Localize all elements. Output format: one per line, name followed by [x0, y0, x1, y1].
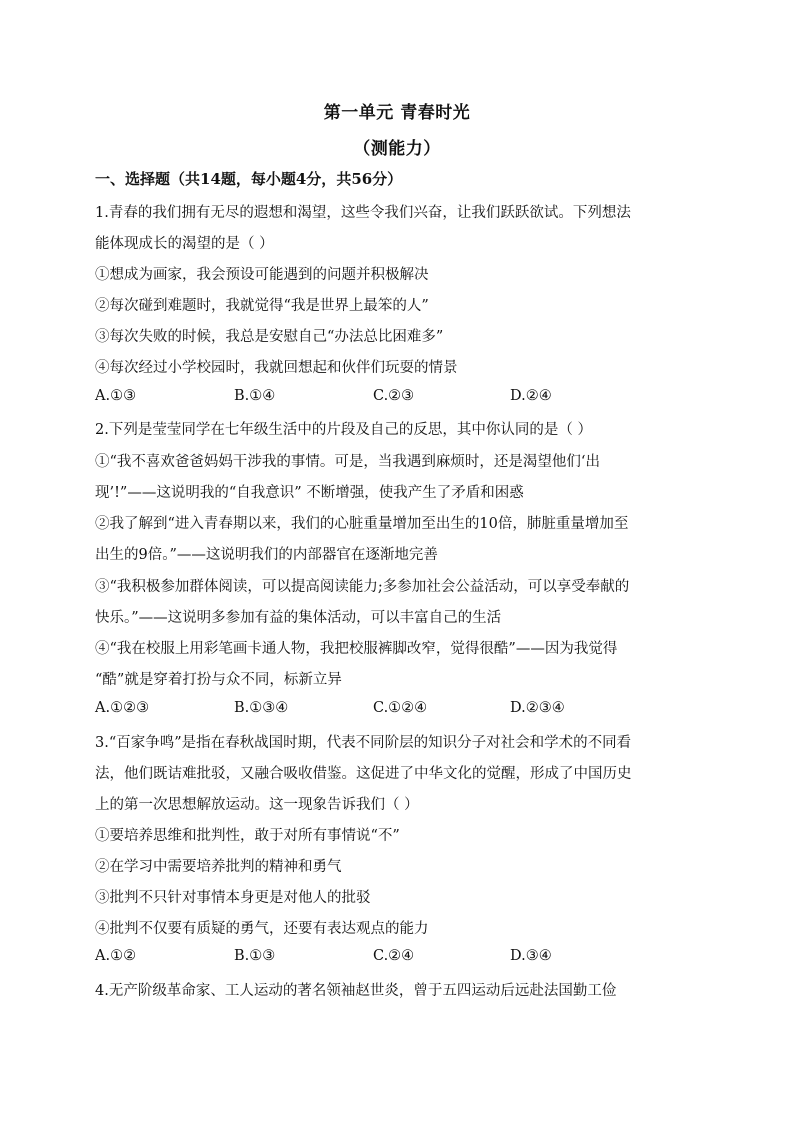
- question-3-choice: ①要培养思维和批判性，敢于对所有事情说“不”: [95, 828, 400, 844]
- question-2-choice: ②我了解到“进入青春期以来，我们的心脏重量增加至出生的10倍，肺脏重量增加至: [95, 516, 629, 532]
- question-2-choice: ①“我不喜欢爸爸妈妈干涉我的事情。可是，当我遇到麻烦时，还是渴望他们‘出: [95, 454, 601, 470]
- option-d: D.②④: [510, 388, 552, 404]
- question-2-choice: ③“我积极参加群体阅读，可以提高阅读能力;多参加社会公益活动，可以享受奉献的: [95, 579, 630, 595]
- question-3-line: 3.“百家争鸣”是指在春秋战国时期，代表不同阶层的知识分子对社会和学术的不同看: [95, 735, 632, 751]
- question-1-choice: ①想成为画家，我会预设可能遇到的问题并积极解决: [95, 267, 429, 283]
- page-title: 第一单元 青春时光: [323, 103, 471, 123]
- option-d: D.②③④: [510, 700, 565, 716]
- question-1-choice: ②每次碰到难题时，我就觉得“我是世界上最笨的人”: [95, 298, 429, 314]
- page-subtitle: （测能力）: [353, 139, 441, 159]
- question-1-line: 能体现成长的渴望的是（ ）: [95, 236, 274, 252]
- option-b: B.①④: [234, 388, 276, 404]
- question-2-choice: 快乐。”——这说明多参加有益的集体活动，可以丰富自己的生活: [95, 610, 502, 626]
- question-3-choice: ②在学习中需要培养批判的精神和勇气: [95, 859, 342, 875]
- question-3-choice: ④批判不仅要有质疑的勇气，还要有表达观点的能力: [95, 921, 429, 937]
- option-b: B.①③④: [234, 700, 289, 716]
- question-2-choice: ④“我在校服上用彩笔画卡通人物，我把校服裤脚改窄，觉得很酷”——因为我觉得: [95, 641, 618, 657]
- question-2-choice: 出生的9倍。”——这说明我们的内部器官在逐渐地完善: [95, 547, 438, 563]
- option-a: A.①③: [95, 388, 137, 404]
- option-d: D.③④: [510, 948, 552, 964]
- question-3-choice: ③批判不只针对事情本身更是对他人的批驳: [95, 890, 371, 906]
- question-2-line: 2.下列是莹莹同学在七年级生活中的片段及自己的反思，其中你认同的是（ ）: [95, 422, 592, 438]
- section-heading: 一、选择题（共14题，每小题4分，共56分）: [95, 170, 403, 188]
- question-3-line: 上的第一次思想解放运动。这一现象告诉我们（ ）: [95, 797, 419, 813]
- option-a: A.①②③: [95, 700, 150, 716]
- option-b: B.①③: [234, 948, 276, 964]
- question-4-line: 4.无产阶级革命家、工人运动的著名领袖赵世炎，曾于五四运动后远赴法国勤工俭: [95, 983, 617, 999]
- question-2-choice: “酷”就是穿着打扮与众不同，标新立异: [95, 672, 342, 688]
- question-1-choice: ③每次失败的时候，我总是安慰自己“办法总比困难多”: [95, 329, 444, 345]
- option-c: C.①②④: [373, 700, 428, 716]
- question-2-choice: 现’!”——这说明我的“自我意识” 不断增强，使我产生了矛盾和困惑: [95, 485, 524, 501]
- option-a: A.①②: [95, 948, 137, 964]
- question-3-line: 法，他们既诘难批驳，又融合吸收借鉴。这促进了中华文化的觉醒，形成了中国历史: [95, 766, 632, 782]
- option-c: C.②③: [373, 388, 415, 404]
- option-c: C.②④: [373, 948, 415, 964]
- question-1-choice: ④每次经过小学校园时，我就回想起和伙伴们玩耍的情景: [95, 360, 458, 376]
- question-1-line: 1.青春的我们拥有无尽的遐想和渴望，这些令我们兴奋，让我们跃跃欲试。下列想法: [95, 205, 631, 221]
